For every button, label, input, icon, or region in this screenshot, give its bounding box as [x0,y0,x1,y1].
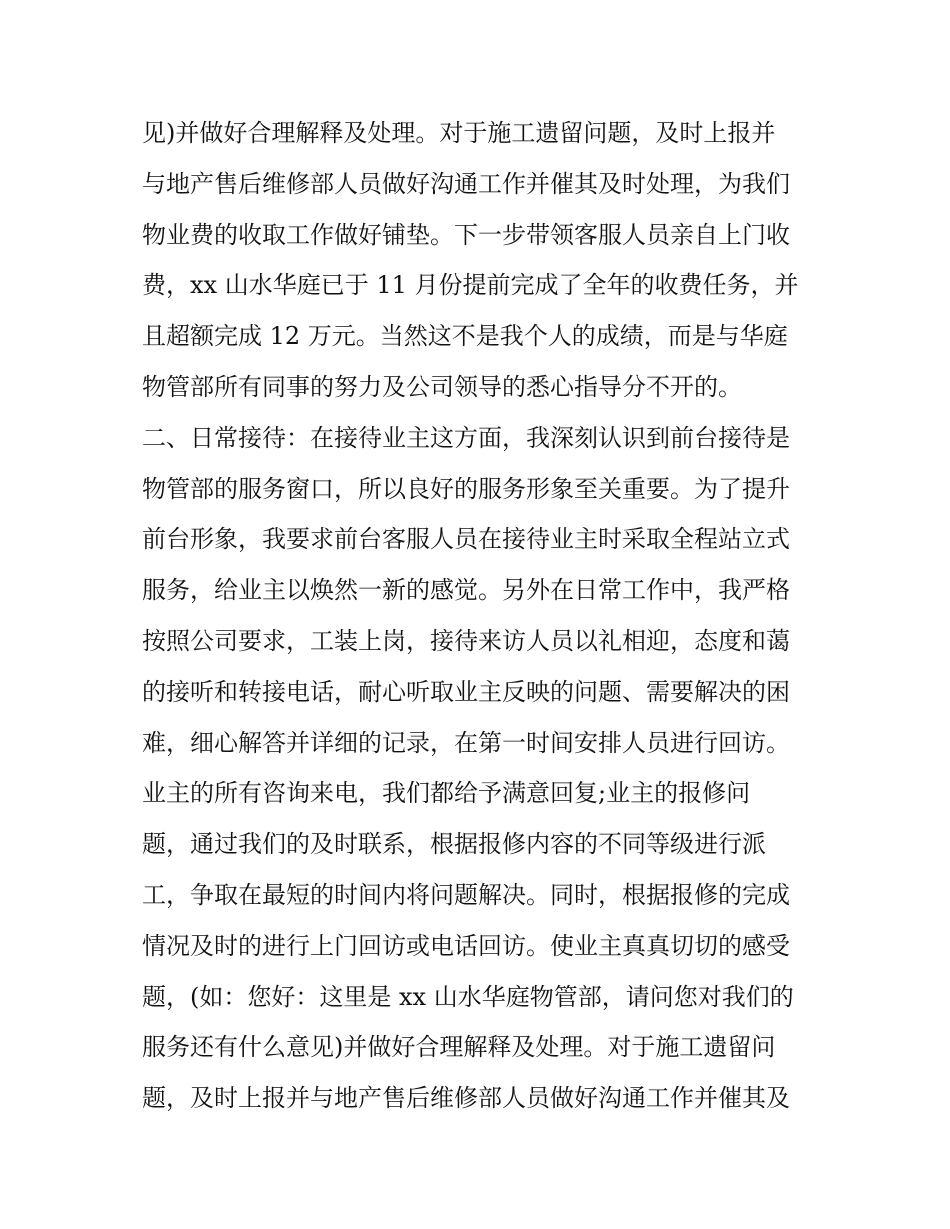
text-line: 题，(如：您好：这里是 xx 山水华庭物管部，请问您对我们的 [142,982,794,1011]
text-line: 情况及时的进行上门回访或电话回访。使业主真真切切的感受 [142,931,790,960]
text-line: 的接听和转接电话，耐心听取业主反映的问题、需要解决的困 [142,677,790,706]
text-line: 服务还有什么意见)并做好合理解释及处理。对于施工遗留问 [142,1033,776,1062]
text-line: 物业费的收取工作做好铺垫。下一步带领客服人员亲自上门收 [142,220,790,249]
text-line: 物管部的服务窗口，所以良好的服务形象至关重要。为了提升 [142,474,790,503]
body-text [142,108,822,1124]
text-line: 服务，给业主以焕然一新的感觉。另外在日常工作中，我严格 [142,576,790,605]
text-line: 按照公司要求，工装上岗，接待来访人员以礼相迎，态度和蔼 [142,626,790,655]
text-line: 工，争取在最短的时间内将问题解决。同时，根据报修的完成 [142,880,790,909]
text-line: 难，细心解答并详细的记录，在第一时间安排人员进行回访。 [142,728,790,757]
text-line: 且超额完成 12 万元。当然这不是我个人的成绩，而是与华庭 [142,322,788,351]
text-line: 二、日常接待：在接待业主这方面，我深刻认识到前台接待是 [142,423,790,452]
text-line: 见)并做好合理解释及处理。对于施工遗留问题，及时上报并 [142,119,776,147]
text-line: 与地产售后维修部人员做好沟通工作并催其及时处理，为我们 [142,169,790,198]
text-line: 业主的所有咨询来电，我们都给予满意回复;业主的报修问 [142,779,751,808]
text-line: 物管部所有同事的努力及公司领导的悉心指导分不开的。 [142,372,742,401]
text-line: 费，xx 山水华庭已于 11 月份提前完成了全年的收费任务，并 [142,271,799,300]
text-line: 题，及时上报并与地产售后维修部人员做好沟通工作并催其及 [142,1084,790,1113]
text-line: 题，通过我们的及时联系，根据报修内容的不同等级进行派 [142,830,766,859]
text-line: 前台形象，我要求前台客服人员在接待业主时采取全程站立式 [142,525,790,554]
